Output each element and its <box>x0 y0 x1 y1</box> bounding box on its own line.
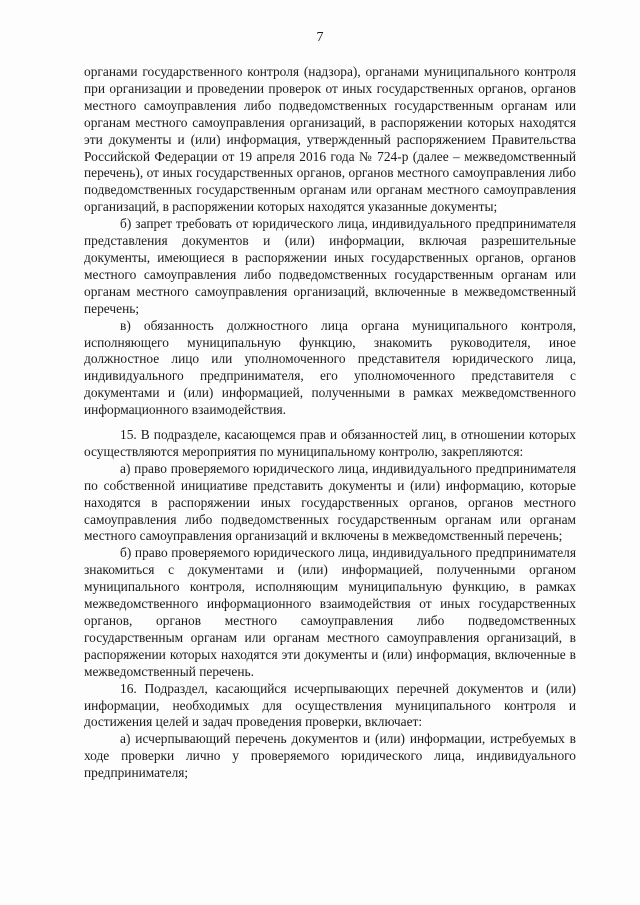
document-body <box>84 64 576 782</box>
page-number: 7 <box>316 30 324 45</box>
paragraph-continuation: органами государственного контроля (надзора), органами муниципального контроля при организации и проведении проверок от иных государственных органов, органов местного самоуправления либо подведомственных государственным органам или органам местного самоуправления организаций, в распоряжении которых находятся эти документы и (или) информация, утвержденный распоряжением Правительства Российской Федерации от 19 апреля 2016 года № 724-р (далее – межведомственный перечень), от иных государственных органов, органов местного самоуправления либо подведомственных государственным органам или органам местного самоуправления организаций, в распоряжении которых находятся указанные документы; <box>84 64 576 215</box>
paragraph-section-15: 15. В подразделе, касающемся прав и обязанностей лиц, в отношении которых осуществляются мероприятия по муниципальному контролю, закрепляются: <box>84 427 576 459</box>
paragraph-16-a: а) исчерпывающий перечень документов и (или) информации, истребуемых в ходе проверки лично у проверяемого юридического лица, индивидуального предпринимателя; <box>84 731 576 781</box>
paragraph-item-v: в) обязанность должностного лица органа муниципального контроля, исполняющего муниципальную функцию, знакомить руководителя, иное должностное лицо или уполномоченного представителя юридического лица, индивидуального предпринимателя, его уполномоченного представителя с документами и (или) информацией, полученными в рамках межведомственного информационного взаимодействия. <box>84 317 576 418</box>
paragraph-15-b: б) право проверяемого юридического лица, индивидуального предпринимателя знакомиться с документами и (или) информацией, полученными органом муниципального контроля, исполняющим муниципальную функцию, в рамках межведомственного информационного взаимодействия от иных государственных органов, органов местного самоуправления либо подведомственных государственным органам или органам местного самоуправления организаций, в распоряжении которых находятся эти документы и (или) информация, включенные в межведомственный перечень. <box>84 545 576 679</box>
paragraph-section-16: 16. Подраздел, касающийся исчерпывающих перечней документов и (или) информации, необходимых для осуществления муниципального контроля и достижения целей и задач проведения проверки, включает: <box>84 680 576 730</box>
paragraph-item-b: б) запрет требовать от юридического лица, индивидуального предпринимателя представления документов и (или) информации, включая разрешительные документы, имеющиеся в распоряжении иных государственных органов, органов местного самоуправления либо подведомственных государственным органам или органам местного самоуправления организаций, включенные в межведомственный перечень; <box>84 216 576 316</box>
paragraph-15-a: а) право проверяемого юридического лица, индивидуального предпринимателя по собственной инициативе представить документы и (или) информацию, которые находятся в распоряжении иных государственных органов, органов местного самоуправления либо подведомственных государственным органам или органам местного самоуправления организаций и включены в межведомственный перечень; <box>84 460 576 544</box>
